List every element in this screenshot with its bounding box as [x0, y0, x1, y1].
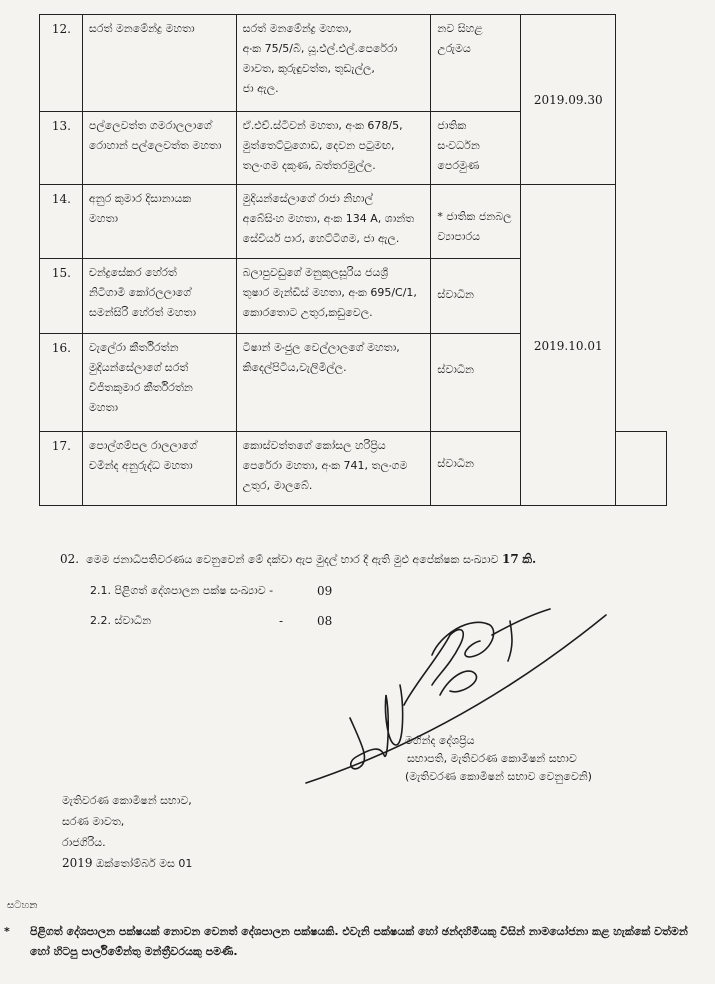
signatory-title: සභාපති, මැතිවරණ කොමිෂන් සභාව: [407, 752, 577, 765]
address-line: මැතිවරණ කොමිෂන් සභාව,: [62, 794, 192, 807]
nominator-address: ටිෂාන් මංජුල වෙල්ලාලගේ මහතා, කිදෙල්පිටිය,වැලිමිල්ල.: [236, 334, 431, 432]
footnote-text: පිළිගත් දේශපාලන පක්ෂයක් නොවන වෙනත් දේශපාලන පක්ෂයකි. එවැනි පක්ෂයක් හෝ ඡන්දහිමියකු විසින් නාමයෝජනා කළ හැක්කේ වත්මන් හෝ හිටපු පාර්ලිමේන්තු මන්ත්‍රීවරයකු පමණි.: [30, 925, 688, 958]
date-year: 2019: [62, 856, 93, 870]
candidate-number: 15.: [40, 259, 83, 334]
nominator-address: කොස්වත්තගේ කෝසල හරිප්‍රිය පෙරේරා මහතා, අංක 741, තලංගම උතුර, මාලබේ.: [236, 432, 431, 506]
signatory-block: [405, 732, 592, 786]
breakdown-label: 2.2. ස්වාධීන: [90, 614, 152, 627]
nominator-address: මුදියන්සේලාගේ රාජා නිහාල් අබේසිංහ මහතා, අංක 134 A, ශාන්ත සේවියර් පාර, හෙට්ටිගම, ජා ඇල.: [236, 185, 431, 259]
party-name: * ජාතික ජනබල ව්‍යාපාරය: [431, 185, 520, 259]
deposit-date-empty: [615, 432, 666, 506]
address-line: රාජගිරිය.: [62, 836, 106, 849]
candidate-name: චන්ද්‍රසේකර හේරත් නිටිගාමි කෝරලලාගේ සමන්සිරි හේරත් මහතා: [82, 259, 236, 334]
candidate-name: පොල්ගම්පල රාලලාගේ චමින්ද අනුරුද්ධ මහතා: [82, 432, 236, 506]
office-address: [62, 790, 192, 874]
summary-count: 17: [502, 552, 519, 566]
candidate-number: 17.: [40, 432, 83, 506]
nominator-address: සරත් මනමේන්ද්‍ර මහතා, අංක 75/5/බී, යූ.එල්.එල්.පෙරේරා මාවත, කුරුඳුවත්ත, තුඩැල්ල, ජා ඇල.: [236, 15, 431, 112]
signatory-name: මහින්ද දේශප්‍රිය: [405, 734, 475, 747]
deposit-date: 2019.09.30: [520, 15, 615, 185]
nominator-address: බලාපුවඩුගේ මනුකුලසූරිය ජයශ්‍රී තුෂාර මැන්ඩිස් මහතා, අංක 695/C/1, කොරතොට උතුර,කඩුවෙල.: [236, 259, 431, 334]
breakdown-value: 09: [317, 584, 333, 598]
candidate-number: 16.: [40, 334, 83, 432]
footnote: [4, 922, 710, 962]
party-name: ස්වාධීන: [431, 334, 520, 432]
date-text: ඔක්තෝම්බර් මස 01: [96, 857, 193, 870]
address-line: සරණ මාවත,: [62, 815, 125, 828]
candidate-name: සරත් මනමේන්ද්‍ර මහතා: [82, 15, 236, 112]
candidate-number: 13.: [40, 112, 83, 185]
breakdown-dash: -: [279, 614, 284, 628]
nominator-address: ඒ.එච්.ස්ටීවන් මහතා, අංක 678/5, මුත්තෙට්ටුගොඩ, දෙවන පටුමඟ, තලංගම දකුණ, බත්තරමුල්ල.: [236, 112, 431, 185]
candidate-number: 14.: [40, 185, 83, 259]
footnote-star: *: [4, 925, 10, 938]
summary-suffix: කි.: [522, 552, 537, 566]
candidate-name: අනුර කුමාර දිසානායක මහතා: [82, 185, 236, 259]
breakdown-parties: [90, 584, 333, 598]
summary-text: මෙම ජනාධිපතිවරණය වෙනුවෙන් මේ දක්වා ඇප මුදල් භාර දී ඇති මුළු අපේක්ෂක සංඛ්‍යාව: [86, 553, 499, 566]
table-row: [40, 15, 667, 112]
candidate-number: 12.: [40, 15, 83, 112]
summary-number: 02.: [60, 552, 80, 566]
party-name: ජාතික සංවර්ධන පෙරමුණ: [431, 112, 520, 185]
candidates-table: [39, 14, 667, 506]
candidate-name: පල්ලෙවත්ත ගමරාලලාගේ රොහාන් පල්ලෙවත්ත මහතා: [82, 112, 236, 185]
breakdown-value: 08: [317, 614, 333, 628]
summary-line: [60, 552, 536, 567]
signatory-behalf: (මැතිවරණ කොමිෂන් සභාව වෙනුවෙනි): [405, 770, 592, 783]
party-name: නව සිහළ උරුමය: [431, 15, 520, 112]
notes-title: සටහන: [7, 900, 38, 911]
party-name: ස්වාධීන: [431, 259, 520, 334]
date-line: [62, 853, 192, 874]
candidate-name: වැලේරා කීර්තිරත්න මුදියන්සේලාගේ සරත් විජිතකුමාර කීර්තිරත්න මහතා: [82, 334, 236, 432]
deposit-date: 2019.10.01: [520, 185, 615, 506]
breakdown-label: 2.1. පිළිගත් දේශපාලන පක්ෂ සංඛ්‍යාව -: [90, 584, 274, 597]
party-name: ස්වාධීන: [431, 432, 520, 506]
table-row: [40, 185, 667, 259]
breakdown-independents: [90, 614, 333, 628]
